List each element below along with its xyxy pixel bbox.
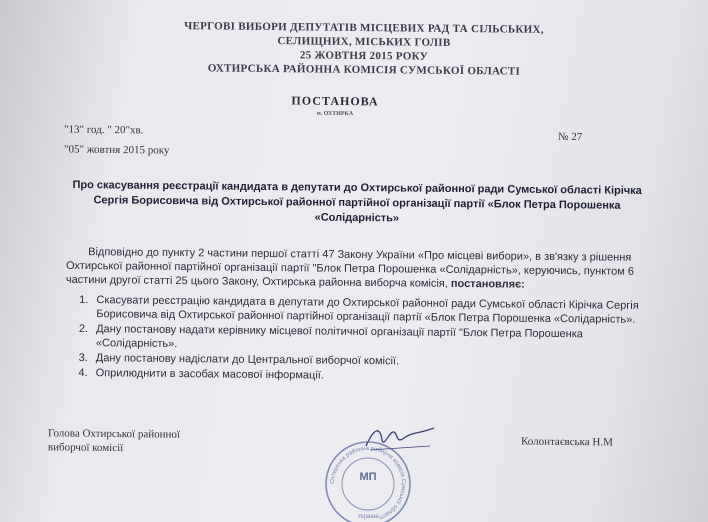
document-place: м. ОХТИРКА bbox=[316, 110, 354, 118]
item-text: Дану постанову надіслати до Центральної виборчої комісії. bbox=[95, 352, 400, 368]
stamp-center-text: МП bbox=[359, 471, 377, 483]
item-number: 3. bbox=[78, 351, 88, 365]
signatory-position-line2: виборчої комісії bbox=[47, 441, 124, 455]
document-title: ПОСТАНОВА bbox=[291, 93, 379, 109]
item-text: Скасувати реєстрацію кандидата в депутати до Охтирської районної ради Сумської області Кірічка Сергія Борисовича від Охтирської районної партійної організації партії «Блок Петра Порошенка «Солідарність». bbox=[96, 294, 639, 326]
resolves-word: постановляє: bbox=[450, 277, 525, 291]
signatory-position bbox=[48, 426, 180, 455]
signatory-name: Колонтаєвська Н.М bbox=[520, 435, 613, 449]
item-number: 2. bbox=[78, 322, 89, 336]
signatory-position-line1: Голова Охтирської районної bbox=[48, 427, 181, 441]
item-text: Оприлюднити в засобах масової інформації. bbox=[95, 367, 325, 382]
stamp-bottom-text: Україна bbox=[357, 514, 379, 520]
decisions-list bbox=[66, 293, 667, 387]
header-election-line: ЧЕРГОВІ ВИБОРИ ДЕПУТАТІВ МІСЦЕВИХ РАД ТА СІЛЬСЬКИХ, bbox=[184, 20, 544, 36]
document-date: "05" жовтня 2015 року bbox=[63, 143, 170, 157]
header-commission-line: ОХТИРСЬКА РАЙОННА КОМІСІЯ СУМСЬКОЇ ОБЛАСТІ bbox=[207, 62, 521, 78]
item-text: Дану постанову надати керівнику місцевої політичної організації партії "Блок Петра Порошенка «Солідарність». bbox=[95, 323, 584, 351]
header-heads-line: СЕЛИЩНИХ, МІСЬКИХ ГОЛІВ bbox=[277, 35, 451, 49]
document-subject: Про скасування реєстрації кандидата в депутати до Охтирської районної ради Сумської області Кірічка Сергія Борисовича від Охтирської районної партійної організації партії «Блок Петра Порошенка «Солідарність» bbox=[72, 179, 642, 225]
header-date-line: 25 ЖОВТНЯ 2015 РОКУ bbox=[299, 49, 429, 63]
official-stamp bbox=[320, 440, 416, 522]
body-paragraph bbox=[66, 245, 666, 293]
stamp-ring-text: Охтирська районна виборча комісія Сумської області bbox=[329, 445, 407, 520]
document-number: № 27 bbox=[557, 130, 583, 144]
body-text: Відповідно до пункту 2 частини першої статті 47 Закону України «Про місцеві вибори», в зв'язку з рішення Охтирської районної партійної організації партії "Блок Петра Порошенка «Солідарність», керуючись, пунктом 6 частини другої статті 25 цього Закону, Охтирська районна виборча комісія, bbox=[65, 246, 635, 290]
item-number: 1. bbox=[79, 293, 89, 307]
title-block bbox=[260, 93, 410, 118]
item-number: 4. bbox=[78, 366, 88, 380]
document-time: "13" год. " 20"хв. bbox=[63, 123, 144, 137]
